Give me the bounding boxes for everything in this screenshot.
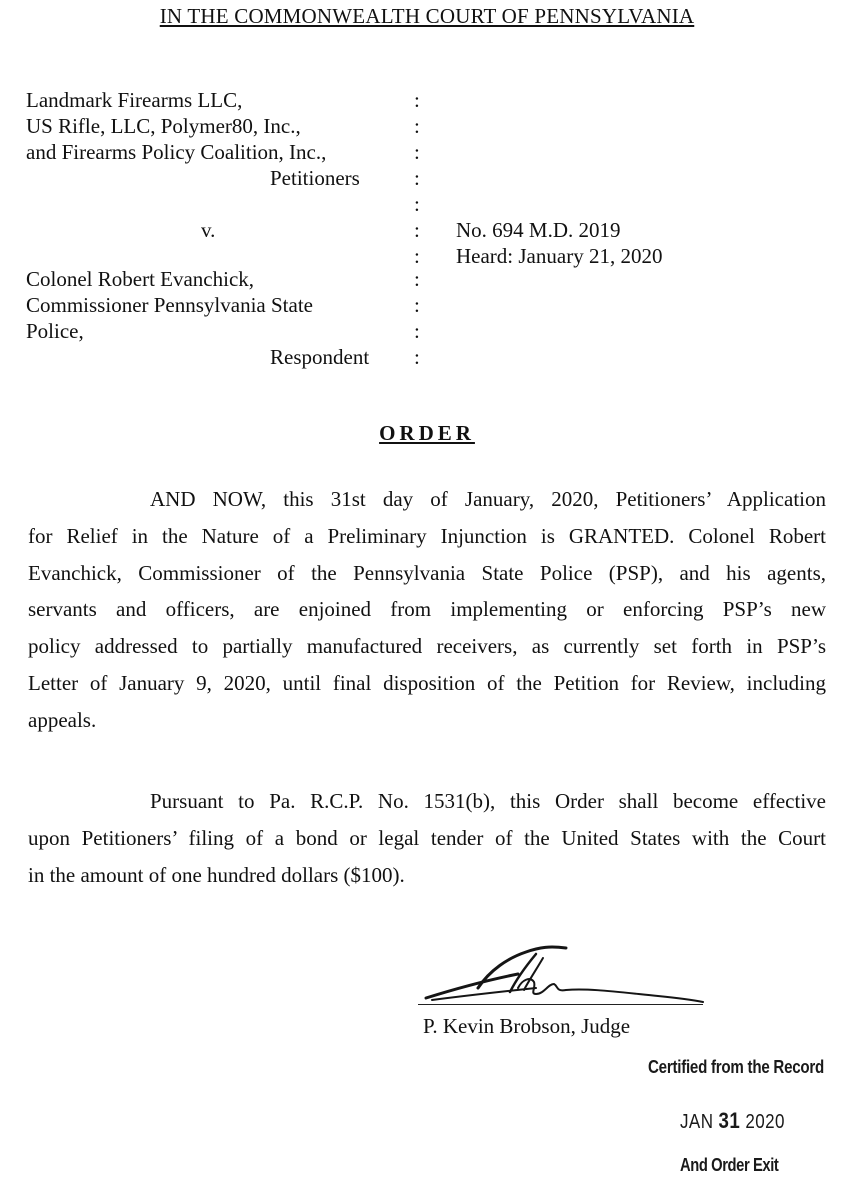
respondent-line-1: Colonel Robert Evanchick, xyxy=(26,267,255,291)
versus-label: v. xyxy=(201,218,216,242)
handwritten-signature xyxy=(418,940,708,1010)
caption-colon: : xyxy=(414,218,420,242)
heard-date: Heard: January 21, 2020 xyxy=(456,244,663,268)
court-title: IN THE COMMONWEALTH COURT OF PENNSYLVANIA xyxy=(159,4,695,28)
caption-colon: : xyxy=(414,244,420,268)
signature-line xyxy=(418,1004,703,1005)
petitioner-line-3: and Firearms Policy Coalition, Inc., xyxy=(26,140,327,164)
respondent-line-2: Commissioner Pennsylvania State xyxy=(26,293,313,317)
paragraph-line: in the amount of one hundred dollars ($100). xyxy=(28,862,405,887)
paragraph-line: Evanchick, Commissioner of the Pennsylvania State Police (PSP), and his agents, xyxy=(28,560,826,585)
caption-colon: : xyxy=(414,345,420,369)
paragraph-line: appeals. xyxy=(28,707,97,732)
order-heading: ORDER xyxy=(379,421,475,445)
order-paragraph-1 xyxy=(28,481,826,739)
petitioners-label: Petitioners xyxy=(270,166,360,190)
paragraph-line: policy addressed to partially manufactured receivers, as currently set forth in PSP’s xyxy=(28,634,826,659)
petitioner-line-1: Landmark Firearms LLC, xyxy=(26,88,243,112)
paragraph-line: upon Petitioners’ filing of a bond or legal tender of the United States with the Court xyxy=(28,825,826,850)
order-paragraph-2 xyxy=(28,783,826,893)
order-exit-stamp: And Order Exit xyxy=(680,1155,779,1175)
stamp-date xyxy=(680,1108,785,1134)
paragraph-line: Pursuant to Pa. R.C.P. No. 1531(b), this Order shall become effective xyxy=(150,789,826,813)
caption-colon: : xyxy=(414,140,420,164)
stamp-date-day: 31 xyxy=(718,1108,741,1133)
paragraph-line: servants and officers, are enjoined from implementing or enforcing PSP’s new xyxy=(28,597,826,622)
respondent-line-3: Police, xyxy=(26,319,84,343)
docket-number: No. 694 M.D. 2019 xyxy=(456,218,621,242)
respondent-label: Respondent xyxy=(270,345,370,369)
caption-colon: : xyxy=(414,166,420,190)
caption-colon: : xyxy=(414,88,420,112)
caption-colon: : xyxy=(414,114,420,138)
stamp-date-month: JAN xyxy=(680,1111,714,1133)
stamp-date-year: 2020 xyxy=(745,1111,785,1133)
paragraph-line: AND NOW, this 31st day of January, 2020, Petitioners’ Application xyxy=(150,487,826,511)
caption-colon: : xyxy=(414,267,420,291)
paragraph-line: for Relief in the Nature of a Preliminary Injunction is GRANTED. Colonel Robert xyxy=(28,523,826,548)
paragraph-line: Letter of January 9, 2020, until final disposition of the Petition for Review, including xyxy=(28,670,826,695)
petitioner-line-2: US Rifle, LLC, Polymer80, Inc., xyxy=(26,114,301,138)
caption-colon: : xyxy=(414,293,420,317)
certified-stamp: Certified from the Record xyxy=(648,1057,825,1077)
caption-colon: : xyxy=(414,192,420,216)
judge-name: P. Kevin Brobson, Judge xyxy=(423,1014,631,1038)
caption-colon: : xyxy=(414,319,420,343)
